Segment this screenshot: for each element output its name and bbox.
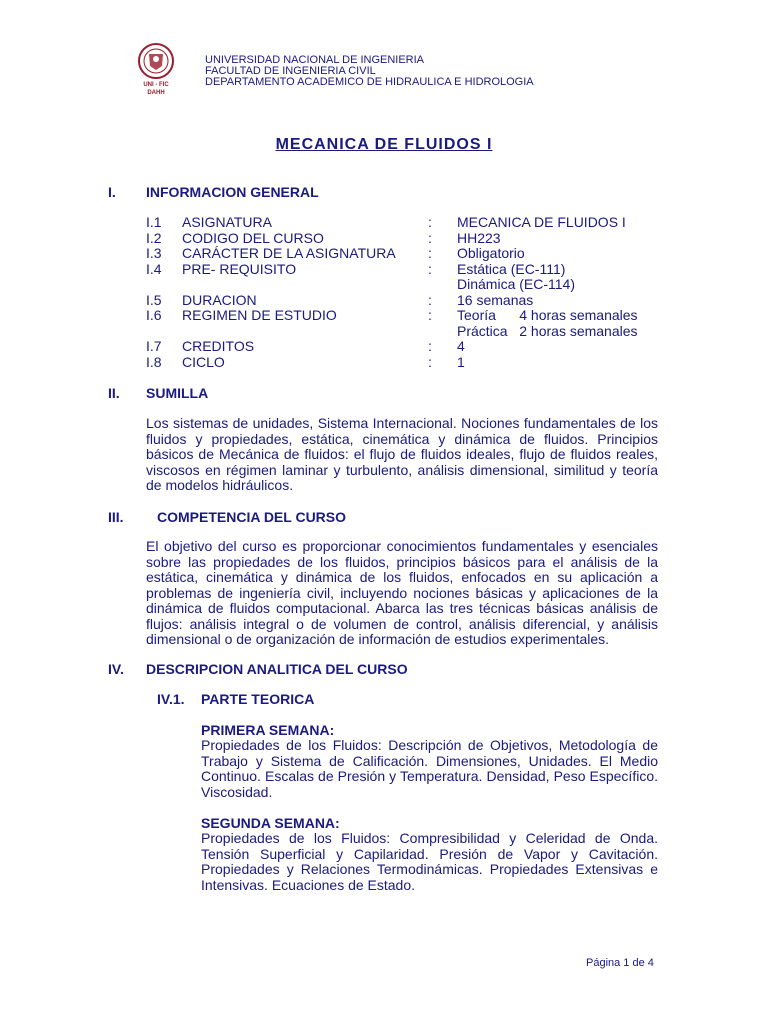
info-value: Obligatorio (457, 245, 525, 261)
info-sep: : (428, 307, 432, 323)
info-label: REGIMEN DE ESTUDIO (182, 307, 337, 323)
subsection-number: IV.1. (157, 691, 185, 707)
section-2-number: II. (108, 385, 120, 401)
info-sep: : (428, 292, 432, 308)
info-value: HH223 (457, 230, 501, 246)
info-sep: : (428, 354, 432, 370)
info-value: Dinámica (EC-114) (457, 276, 575, 292)
logo-text-1: UNI - FIC (143, 82, 169, 88)
info-code: I.3 (146, 245, 162, 261)
header-university: UNIVERSIDAD NACIONAL DE INGENIERIA (205, 54, 425, 66)
section-3-number: III. (108, 509, 124, 525)
info-label: CARÁCTER DE LA ASIGNATURA (182, 245, 396, 261)
competencia-paragraph: El objetivo del curso es proporcionar conocimientos fundamentales y esenciales sobre las propiedades de los fluidos, principios básicos para el análisis de la estática, cinemática y dinámica de los fluidos, enfocados en su aplicación a problemas de ingeniería civil, incluyendo nociones básicas y aplicaciones de la dinámica de fluidos computacional. Abarca las tres técnicas básicas análisis de flujos: análisis integral o de volumen de control, análisis diferencial, y análisis dimensional o de organización de información de estudios experimentales. (146, 538, 658, 647)
university-logo (137, 42, 175, 102)
header-department: DEPARTAMENTO ACADEMICO DE HIDRAULICA E HIDROLOGIA (205, 76, 534, 88)
info-value: Práctica 2 horas semanales (457, 323, 638, 339)
info-sep: : (428, 245, 432, 261)
week-1-text: Propiedades de los Fluidos: Descripción de Objetivos, Metodología de Trabajo y Sistema de Calificación. Dimensiones, Unidades. El Medio Continuo. Escalas de Presión y Temperatura. Densidad, Peso Específico. Viscosidad. (201, 737, 658, 800)
info-code: I.4 (146, 261, 162, 277)
section-4-number: IV. (108, 661, 124, 677)
info-value: 1 (457, 354, 465, 370)
info-sep: : (428, 261, 432, 277)
info-code: I.6 (146, 307, 162, 323)
sumilla-paragraph: Los sistemas de unidades, Sistema Internacional. Nociones fundamentales de los fluidos y propiedades, estática, cinemática y dinámica de fluidos. Principios básicos de Mecánica de fluidos: el flujo de fluidos ideales, flujo de fluidos reales, viscosos en régimen laminar y turbulento, análisis dimensional, similitud y teoría de modelos hidráulicos. (146, 415, 658, 493)
info-value: 4 (457, 338, 465, 354)
info-value: 16 semanas (457, 292, 534, 308)
info-sep: : (428, 338, 432, 354)
info-code: I.8 (146, 354, 162, 370)
document-title: MECANICA DE FLUIDOS I (275, 136, 493, 153)
info-code: I.7 (146, 338, 162, 354)
info-value: MECANICA DE FLUIDOS I (457, 214, 626, 230)
week-2-text: Propiedades de los Fluidos: Compresibilidad y Celeridad de Onda. Tensión Superficial y Capilaridad. Presión de Vapor y Cavitación. Propiedades y Relaciones Termodinámicas. Propiedades Extensivas e Intensivas. Ecuaciones de Estado. (201, 830, 658, 893)
info-value: Estática (EC-111) (457, 261, 566, 277)
info-label: DURACION (182, 292, 257, 308)
section-3-title: COMPETENCIA DEL CURSO (157, 509, 347, 525)
info-sep: : (428, 214, 432, 230)
section-1-title: INFORMACION GENERAL (146, 184, 319, 200)
info-value: Teoría 4 horas semanales (457, 307, 638, 323)
info-label: CREDITOS (182, 338, 255, 354)
info-label: ASIGNATURA (182, 214, 272, 230)
week-2-title: SEGUNDA SEMANA: (201, 815, 340, 831)
logo-text-2: DAHH (147, 90, 165, 96)
info-code: I.5 (146, 292, 162, 308)
info-sep: : (428, 230, 432, 246)
section-1-number: I. (108, 184, 116, 200)
info-label: CICLO (182, 354, 225, 370)
page-number: Página 1 de 4 (586, 957, 654, 969)
subsection-title: PARTE TEORICA (201, 691, 315, 707)
info-code: I.1 (146, 214, 162, 230)
section-4-title: DESCRIPCION ANALITICA DEL CURSO (146, 661, 408, 677)
info-code: I.2 (146, 230, 162, 246)
section-2-title: SUMILLA (146, 385, 209, 401)
week-1-title: PRIMERA SEMANA: (201, 722, 335, 738)
info-label: PRE- REQUISITO (182, 261, 297, 277)
info-label: CODIGO DEL CURSO (182, 230, 324, 246)
header-faculty: FACULTAD DE INGENIERIA CIVIL (205, 65, 376, 77)
